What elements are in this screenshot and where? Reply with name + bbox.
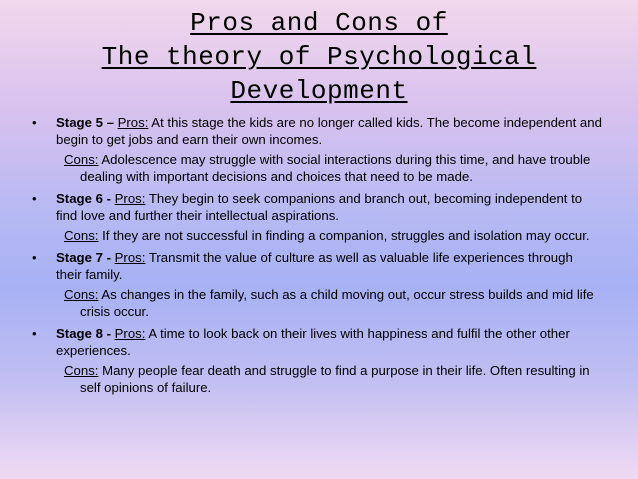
stage-cons <box>64 362 602 396</box>
bullet-icon: • <box>32 326 37 341</box>
stage-list <box>32 114 602 401</box>
stage-cons <box>64 227 602 244</box>
slide-title <box>0 6 638 108</box>
stage-pros <box>56 190 602 224</box>
pros-label: Pros: <box>117 115 149 130</box>
bullet-icon: • <box>32 250 37 265</box>
stage-pros <box>56 249 602 283</box>
stage-label: Stage 6 - <box>56 191 115 206</box>
cons-text: Many people fear death and struggle to find a purpose in their life. Often resulting in self opinions of failure. <box>80 363 590 395</box>
cons-label: Cons: <box>64 228 99 243</box>
stage-pros <box>56 114 602 148</box>
cons-text: If they are not successful in finding a companion, struggles and isolation may occur. <box>98 228 590 243</box>
pros-label: Pros: <box>114 326 146 341</box>
stage-item <box>32 325 602 396</box>
stage-cons <box>64 286 602 320</box>
title-line-1: Pros and Cons of <box>190 8 448 38</box>
cons-text: As changes in the family, such as a child moving out, occur stress builds and mid life crisis occur. <box>80 287 594 319</box>
pros-label: Pros: <box>114 250 146 265</box>
pros-text: A time to look back on their lives with happiness and fulfil the other other experiences. <box>56 326 570 358</box>
stage-item <box>32 190 602 244</box>
stage-pros <box>56 325 602 359</box>
cons-label: Cons: <box>64 363 99 378</box>
stage-label: Stage 5 – <box>56 115 118 130</box>
stage-label: Stage 8 - <box>56 326 115 341</box>
cons-label: Cons: <box>64 152 99 167</box>
title-line-3: Development <box>230 76 408 106</box>
stage-item <box>32 249 602 320</box>
stage-item <box>32 114 602 185</box>
stage-label: Stage 7 - <box>56 250 115 265</box>
title-line-2: The theory of Psychological <box>101 42 537 72</box>
pros-text: Transmit the value of culture as well as valuable life experiences through their family. <box>56 250 573 282</box>
pros-text: They begin to seek companions and branch out, becoming independent to find love and further their intellectual aspirations. <box>56 191 583 223</box>
stage-cons <box>64 151 602 185</box>
cons-text: Adolescence may struggle with social interactions during this time, and have trouble dealing with important decisions and choices that need to be made. <box>80 152 591 184</box>
pros-text: At this stage the kids are no longer called kids. The become independent and begin to get jobs and earn their own incomes. <box>56 115 602 147</box>
bullet-icon: • <box>32 191 37 206</box>
bullet-icon: • <box>32 115 37 130</box>
cons-label: Cons: <box>64 287 99 302</box>
pros-label: Pros: <box>114 191 146 206</box>
